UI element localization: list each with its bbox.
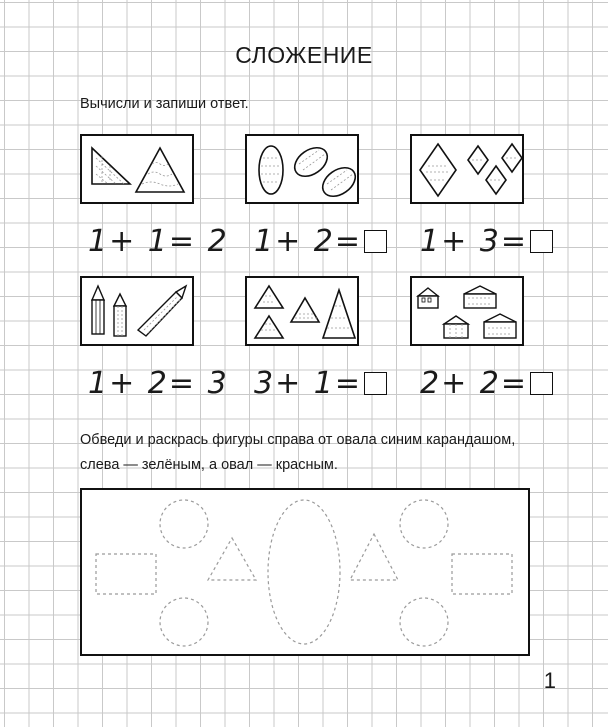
dashed-circle-bottom-left: [160, 598, 208, 646]
dashed-rect-right: [452, 554, 512, 594]
dashed-triangle-left: [208, 538, 256, 580]
equation-2-right: 2: [313, 224, 335, 259]
instruction-color-line-2: слева — зелёным, а овал — красным.: [80, 456, 338, 473]
answer-box-5[interactable]: [364, 372, 387, 395]
equation-2-eq: =: [334, 224, 363, 259]
equation-5-eq: =: [334, 366, 363, 401]
equation-2: [254, 222, 387, 262]
picture-card-houses: [410, 276, 524, 346]
equation-3: [420, 222, 553, 262]
tracing-frame: [80, 488, 530, 656]
equation-4-left: 1: [88, 366, 110, 401]
equation-2-left: 1: [254, 224, 276, 259]
picture-card-ovals: [245, 134, 359, 204]
equation-4-eq: =: [168, 366, 197, 401]
answer-box-2[interactable]: [364, 230, 387, 253]
equation-6-right: 2: [479, 366, 501, 401]
pencils-picture: [82, 278, 196, 348]
dashed-circle-top-right: [400, 500, 448, 548]
dashed-triangle-right: [350, 534, 398, 580]
triangles-picture-2: [247, 278, 361, 348]
equation-4: [88, 364, 229, 404]
rhombuses-picture: [412, 136, 526, 206]
equation-1-eq: =: [168, 224, 197, 259]
equation-3-right: 3: [479, 224, 501, 259]
picture-card-triangles-2: [245, 276, 359, 346]
equation-5-op: +: [275, 366, 303, 401]
equation-4-right: 2: [147, 366, 169, 401]
instruction-color: [80, 428, 550, 477]
equation-6-op: +: [441, 366, 469, 401]
houses-picture: [412, 278, 526, 348]
equation-3-left: 1: [420, 224, 442, 259]
dashed-oval: [268, 500, 340, 644]
triangles-picture: [82, 136, 196, 206]
equation-3-op: +: [441, 224, 469, 259]
picture-card-rhombuses: [410, 134, 524, 204]
dashed-circle-top-left: [160, 500, 208, 548]
page-title: СЛОЖЕНИЕ: [235, 42, 373, 68]
answer-box-3[interactable]: [530, 230, 553, 253]
equation-5-left: 3: [254, 366, 276, 401]
equation-6-left: 2: [420, 366, 442, 401]
equation-6: [420, 364, 553, 404]
equation-2-op: +: [275, 224, 303, 259]
dashed-circle-bottom-right: [400, 598, 448, 646]
dashed-shapes: [82, 490, 528, 654]
ovals-picture: [247, 136, 361, 206]
equation-1-answer: 2: [207, 224, 229, 259]
equation-3-eq: =: [500, 224, 529, 259]
equation-1-op: +: [109, 224, 137, 259]
equation-4-answer: 3: [207, 366, 229, 401]
equation-4-op: +: [109, 366, 137, 401]
equation-6-eq: =: [500, 366, 529, 401]
equation-5-right: 1: [313, 366, 335, 401]
picture-card-triangles-1: [80, 134, 194, 204]
equation-1-right: 1: [147, 224, 169, 259]
answer-box-6[interactable]: [530, 372, 553, 395]
equation-1-left: 1: [88, 224, 110, 259]
equation-1: [88, 222, 229, 262]
page-number: 1: [543, 668, 556, 693]
dashed-rect-left: [96, 554, 156, 594]
picture-card-pencils: [80, 276, 194, 346]
instruction-color-line-1: Обведи и раскрась фигуры справа от овала синим карандашом,: [80, 432, 516, 448]
instruction-calculate: Вычисли и запиши ответ.: [80, 96, 249, 112]
equation-5: [254, 364, 387, 404]
